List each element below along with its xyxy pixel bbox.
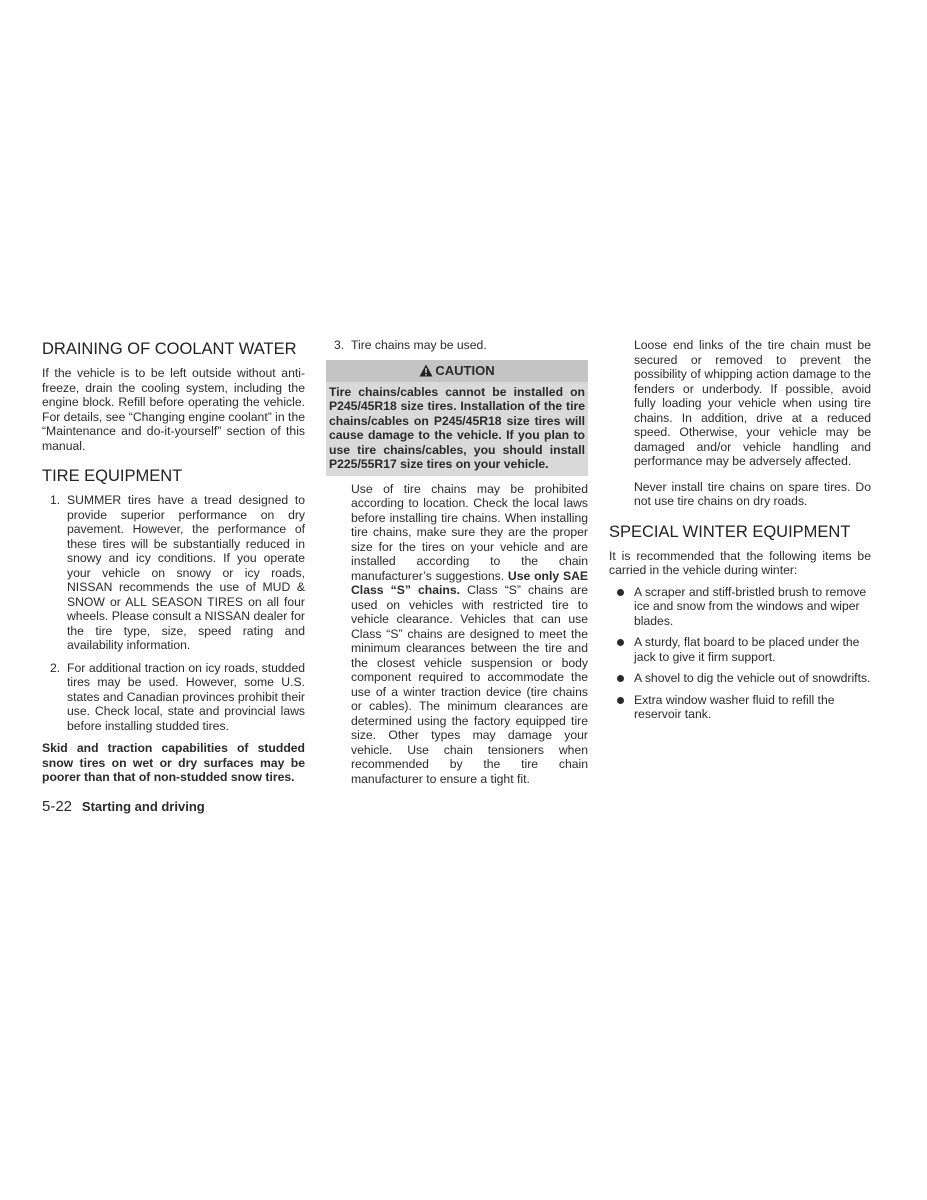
item-number: 1. — [50, 493, 61, 507]
list-item — [609, 585, 871, 629]
chains-text-bold: Use only SAE Class “S” chains. — [351, 568, 589, 597]
list-item — [42, 493, 305, 653]
item-text: Tire chains may be used. — [351, 338, 487, 352]
chains-text-b: Class “S” chains are used on vehicles with restricted tire to vehicle clearance. Vehicles that can use Class “S” chains are designed to meet the minimum clearances between the tire and the closest vehicle suspension or body component required to accommodate the use of a winter traction device (tire chains or cables). The minimum clearances are determined using the factory equipped tire size. Other types may damage your vehicle. Use chain tensioners when recommended by the tire chain manufacturer to ensure a tight fit. — [351, 583, 588, 786]
item-text: SUMMER tires have a tread designed to provide superior performance on dry pavement. However, the performance of these tires will be substantially reduced in snowy and icy conditions. If you operate your vehicle on snowy or icy roads, NISSAN recommends the use of MUD & SNOW or ALL SEASON TIRES on all four wheels. Please consult a NISSAN dealer for the tire type, size, speed rating and availability information. — [67, 493, 305, 652]
item-number: 2. — [50, 660, 61, 675]
studded-tires-warning: Skid and traction capabilities of studded snow tires on wet or dry surfaces may be poorer than that of non-studded snow tires. — [42, 741, 305, 784]
caution-text: Tire chains/cables cannot be installed on P245/45R18 size tires. Installation of the tire chains/cables on P245/45R18 size tires will cause damage to the vehicle. If you plan to use tire chains/cables, you should install P225/55R17 size tires on your vehicle. — [329, 384, 585, 471]
page-footer — [42, 798, 205, 815]
bullet-text: A sturdy, flat board to be placed under the jack to give it firm support. — [634, 635, 860, 664]
column-1 — [42, 338, 305, 785]
winter-intro-paragraph: It is recommended that the following items be carried in the vehicle during winter: — [609, 548, 871, 577]
item-text: For additional traction on icy roads, studded tires may be used. However, some U.S. states and Canadian provinces prohibit their use. Check local, state and provincial laws before installing studded tires. — [67, 660, 305, 733]
list-item — [609, 671, 871, 686]
heading-draining-coolant: DRAINING OF COOLANT WATER — [42, 340, 297, 358]
warning-icon — [419, 364, 433, 377]
caution-header — [326, 360, 588, 382]
bullet-text: Extra window washer fluid to refill the reservoir tank. — [634, 692, 835, 721]
caution-title: CAUTION — [435, 362, 495, 378]
list-item — [326, 338, 588, 353]
heading-tire-equipment: TIRE EQUIPMENT — [42, 467, 183, 485]
loose-links-paragraph: Loose end links of the tire chain must be secured or removed to prevent the possibility of whipping action damage to the fenders or underbody. If possible, avoid fully loading your vehicle when using tire chains. In addition, drive at a reduced speed. Otherwise, your vehicle may be damaged and/or vehicle handling and performance may be adversely affected. — [634, 338, 871, 468]
bullet-text: A scraper and stiff-bristled brush to remove ice and snow from the windows and wiper blades. — [634, 584, 867, 628]
list-item — [609, 693, 871, 722]
caution-box — [326, 360, 588, 476]
spare-tires-paragraph: Never install tire chains on spare tires. Do not use tire chains on dry roads. — [634, 479, 871, 508]
coolant-paragraph: If the vehicle is to be left outside without anti-freeze, drain the cooling system, including the engine block. Refill before operating the vehicle. For details, see “Changing engine coolant” in the “Maintenance and do-it-yourself” section of this manual. — [42, 366, 305, 453]
tire-equipment-list — [42, 493, 305, 733]
bullet-icon — [617, 675, 624, 682]
bullet-text: A shovel to dig the vehicle out of snowdrifts. — [634, 671, 871, 685]
chains-text-a: Use of tire chains may be prohibited according to location. Check the local laws before installing tire chains. When installing tire chains, make sure they are the proper size for the tires on your vehicle and are installed according to the chain manufacturer’s suggestions. — [351, 481, 588, 583]
heading-special-winter: SPECIAL WINTER EQUIPMENT — [609, 522, 851, 541]
list-item — [42, 661, 305, 734]
item-number: 3. — [334, 338, 345, 352]
section-title: Starting and driving — [81, 799, 205, 814]
list-item — [609, 635, 871, 664]
chains-paragraph — [326, 482, 588, 787]
bullet-icon — [617, 697, 624, 704]
bullet-icon — [617, 639, 624, 646]
column-2 — [326, 338, 588, 786]
column-3 — [609, 338, 871, 729]
bullet-icon — [617, 589, 624, 596]
page-number: 5-22 — [42, 798, 73, 815]
